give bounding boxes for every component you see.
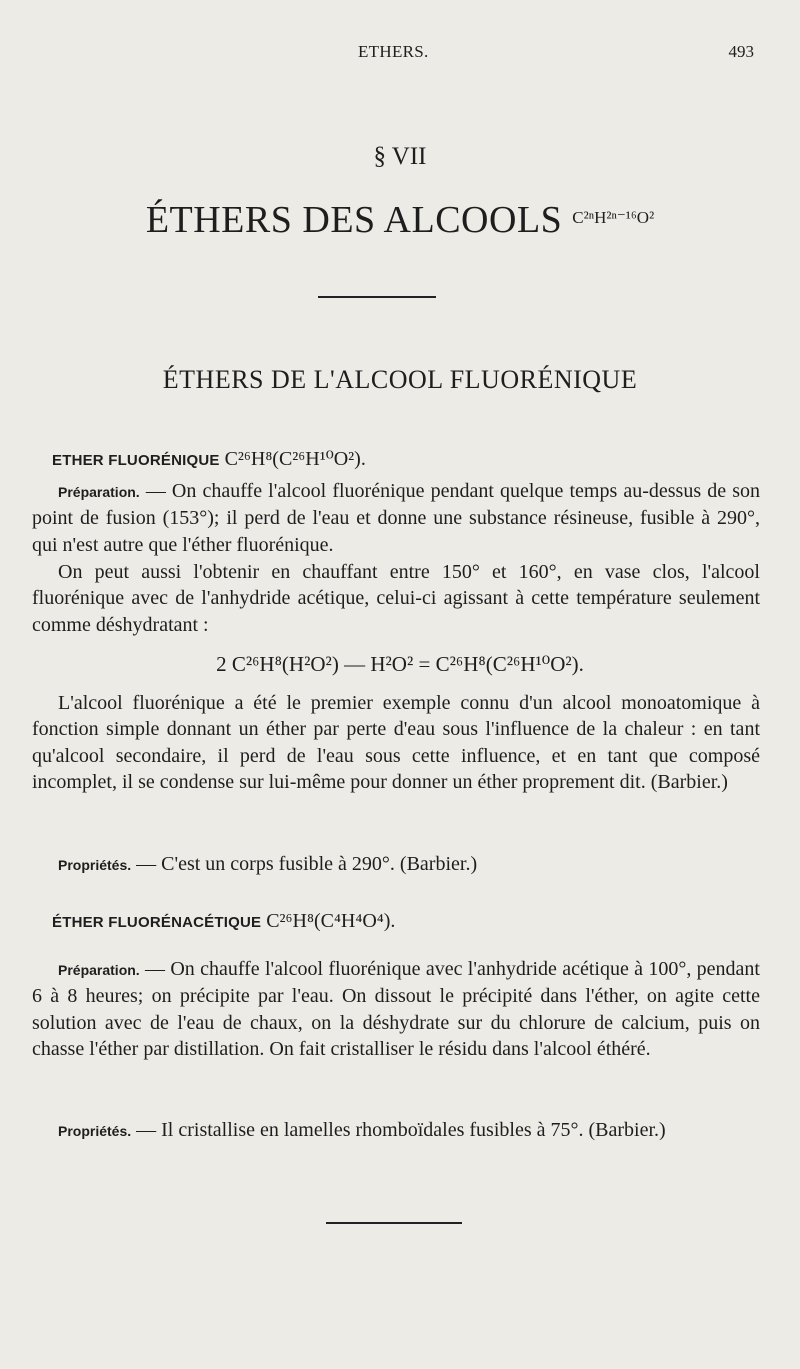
preparation-label: Préparation.	[58, 962, 140, 978]
entry-formula: C²⁶H⁸(C²⁶H¹⁰O²).	[224, 448, 366, 470]
section-number: § VII	[373, 143, 427, 170]
chapter-title	[0, 198, 800, 242]
preparation-paragraph	[32, 956, 760, 1063]
discussion-paragraph	[32, 690, 760, 796]
properties-text: — C'est un corps fusible à 290°. (Barbier.)	[131, 853, 478, 875]
running-head-title: ETHERS.	[358, 42, 429, 61]
chapter-title-text: ÉTHERS DES ALCOOLS	[145, 199, 563, 241]
properties-paragraph	[32, 851, 760, 878]
chapter-formula: C²ⁿH²ⁿ⁻¹⁶O²	[572, 208, 655, 227]
entry-label: ETHER FLUORÉNIQUE	[52, 452, 220, 469]
entry-heading-fluorenique	[52, 446, 772, 471]
entry-formula: C²⁶H⁸(C⁴H⁴O⁴).	[266, 910, 396, 932]
reaction-equation: 2 C²⁶H⁸(H²O²) — H²O² = C²⁶H⁸(C²⁶H¹⁰O²).	[216, 652, 584, 676]
properties-label: Propriétés.	[58, 857, 132, 873]
method-paragraph	[32, 559, 760, 638]
end-divider	[326, 1222, 462, 1224]
page-number: 493	[728, 42, 754, 61]
properties-paragraph	[32, 1117, 760, 1144]
properties-label: Propriétés.	[58, 1123, 132, 1139]
preparation-paragraph	[32, 478, 760, 558]
method-text: On peut aussi l'obtenir en chauffant entre 150° et 160°, en vase clos, l'alcool fluorénique avec de l'anhydride acétique, celui-ci agissant à cette température seulement comme déshydratant :	[32, 561, 760, 636]
preparation-text: — On chauffe l'alcool fluorénique pendant quelque temps au-dessus de son point de fusion (153°); il perd de l'eau et donne une substance résineuse, fusible à 290°, qui n'est autre que l'éther fluorénique.	[32, 480, 760, 556]
preparation-label: Préparation.	[58, 484, 140, 500]
running-head	[0, 42, 800, 68]
entry-heading-fluorenacetique	[52, 910, 772, 933]
discussion-text: L'alcool fluorénique a été le premier exemple connu d'un alcool monoatomique à fonction simple donnant un éther par perte d'eau sous l'influence de la chaleur : en tant qu'alcool secondaire, il perd de l'eau sous cette influence, et en tant que composé incomplet, il se condense sur lui-même pour donner un éther proprement dit. (Barbier.)	[32, 692, 760, 794]
title-divider	[318, 296, 436, 298]
properties-text: — Il cristallise en lamelles rhomboïdales fusibles à 75°. (Barbier.)	[131, 1119, 666, 1141]
preparation-text: — On chauffe l'alcool fluorénique avec l'anhydride acétique à 100°, pendant 6 à 8 heures; on précipite par l'eau. On dissout le précipité dans l'éther, on agite cette solution avec de l'eau de chaux, on la déshydrate sur du chlorure de calcium, puis on chasse l'éther par distillation. On fait cristalliser le résidu dans l'alcool éthéré.	[32, 958, 760, 1061]
entry-label: ÉTHER FLUORÉNACÉTIQUE	[52, 914, 262, 931]
section-subtitle: ÉTHERS DE L'ALCOOL FLUORÉNIQUE	[162, 365, 638, 394]
